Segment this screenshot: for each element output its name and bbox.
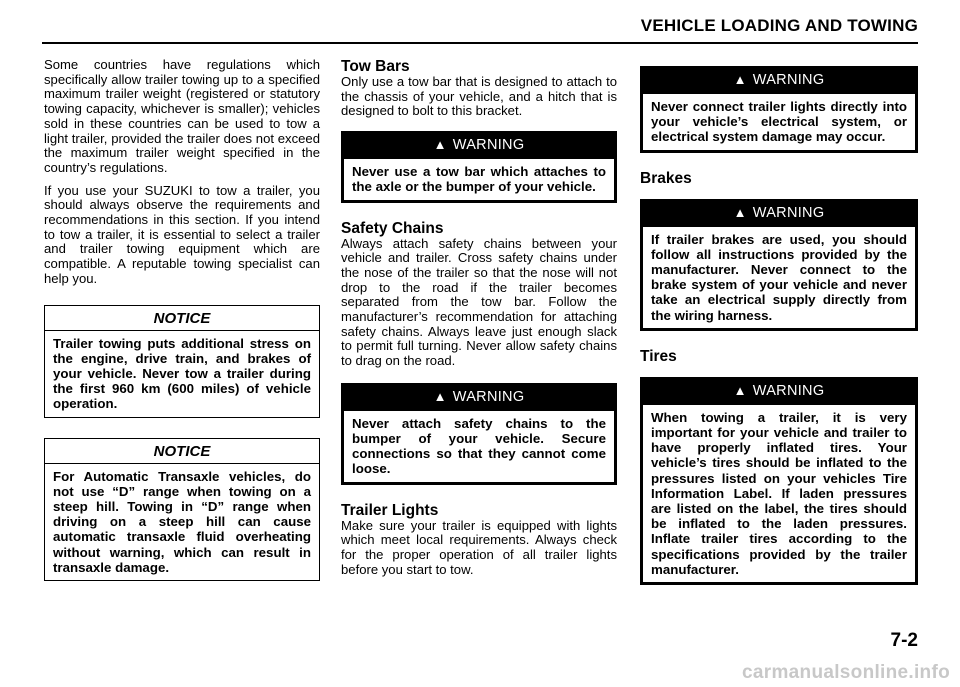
warning-box-tires (640, 377, 918, 585)
warning-box-safety-chains (341, 383, 617, 485)
notice-box-transaxle (44, 438, 320, 581)
safety-chains-text: Always attach safety chains between your vehicle and trailer. Cross safety chains under the nose of the trailer so that the nose will not drop to the road if the trailer becomes separated from the tow bar. Follow the manufacturer’s recommendation for attaching safety chains. Always leave just enough slack to permit full turning. Never allow safety chains to drag on the road. (341, 235, 617, 369)
warning-text: When towing a trailer, it is very important for your vehicle and trailer to have properly inflated tires. Your vehicle’s tires should be inflated to the pressures listed on your vehicles Tire Information Label. If laden pressures are listed on the label, the tires should be inflated to the laden pressures. Inflate trailer tires according to the specifications provided by the trailer manufacturer. (641, 405, 917, 584)
section-heading-brakes: Brakes (640, 169, 692, 187)
column-middle (341, 58, 617, 585)
notice-box-break-in (44, 305, 320, 418)
column-right (640, 58, 918, 585)
notice-text: Trailer towing puts additional stress on the engine, drive train, and brakes of your vehicle. Never tow a trailer during the first 960 km (600 miles) of vehicle operation. (53, 335, 311, 412)
warning-triangle-icon: ▲ (733, 382, 747, 398)
intro-paragraph: Some countries have regulations which specifically allow trailer towing up to a specified maximum trailer weight (registered or statutory towing capacity, whichever is smaller); vehicles sold in these countries can be used to tow a light trailer, provided the trailer does not exceed the maximum trailer weight specified in the country’s regulations. (44, 57, 320, 175)
warning-triangle-icon: ▲ (733, 72, 747, 87)
notice-heading: NOTICE (45, 439, 319, 464)
header-rule (42, 42, 918, 44)
warning-heading: ▲ WARNING (641, 67, 917, 94)
page-header-title: VEHICLE LOADING AND TOWING (640, 16, 918, 35)
warning-box-trailer-lights (640, 66, 918, 153)
warning-box-tow-bar (341, 131, 617, 202)
page-number: 7-2 (890, 630, 918, 651)
notice-text: For Automatic Transaxle vehicles, do not use “D” range when towing on a steep hill. Towing in “D” range when driving on a steep hill can cause automatic transaxle fluid overheating without warning, which can result in transaxle damage. (53, 468, 311, 575)
warning-text: If trailer brakes are used, you should follow all instructions provided by the manufacturer. Never connect to the brake system of your vehicle and never take an electrical supply directly from the wiring harness. (641, 227, 917, 330)
warning-triangle-icon: ▲ (733, 204, 747, 220)
warning-box-brakes (640, 199, 918, 331)
column-left (44, 58, 320, 581)
warning-text: Never connect trailer lights directly into your vehicle’s electrical system, or electrical system damage may occur. (641, 94, 917, 152)
notice-heading: NOTICE (45, 306, 319, 331)
warning-heading: ▲ WARNING (641, 200, 917, 227)
warning-triangle-icon: ▲ (433, 137, 447, 153)
watermark-text: carmanualsonline.info (742, 662, 950, 683)
warning-triangle-icon: ▲ (433, 388, 447, 404)
warning-heading: ▲ WARNING (342, 132, 616, 159)
section-heading-safety-chains: Safety Chains (341, 219, 444, 237)
section-heading-tires: Tires (640, 347, 677, 365)
tow-bars-text: Only use a tow bar that is designed to attach to the chassis of your vehicle, and a hitch that is designed to bolt to this bracket. (341, 74, 617, 119)
warning-text: Never use a tow bar which attaches to the axle or the bumper of your vehicle. (342, 159, 616, 201)
warning-text: Never attach safety chains to the bumper of your vehicle. Secure connections so that they cannot come loose. (342, 411, 616, 484)
usage-paragraph: If you use your SUZUKI to tow a trailer, you should always observe the requirements and recommendations in this section. If you intend to tow a trailer, it is essential to select a trailer and trailer towing equipment which are compatible. A reputable towing specialist can help you. (44, 182, 320, 286)
trailer-lights-text: Make sure your trailer is equipped with lights which meet local requirements. Always check for the proper operation of all trailer lights before you start to tow. (341, 517, 617, 577)
warning-heading: ▲ WARNING (342, 384, 616, 411)
section-heading-trailer-lights: Trailer Lights (341, 501, 439, 519)
section-heading-tow-bars: Tow Bars (341, 58, 410, 75)
warning-heading: ▲ WARNING (641, 378, 917, 405)
